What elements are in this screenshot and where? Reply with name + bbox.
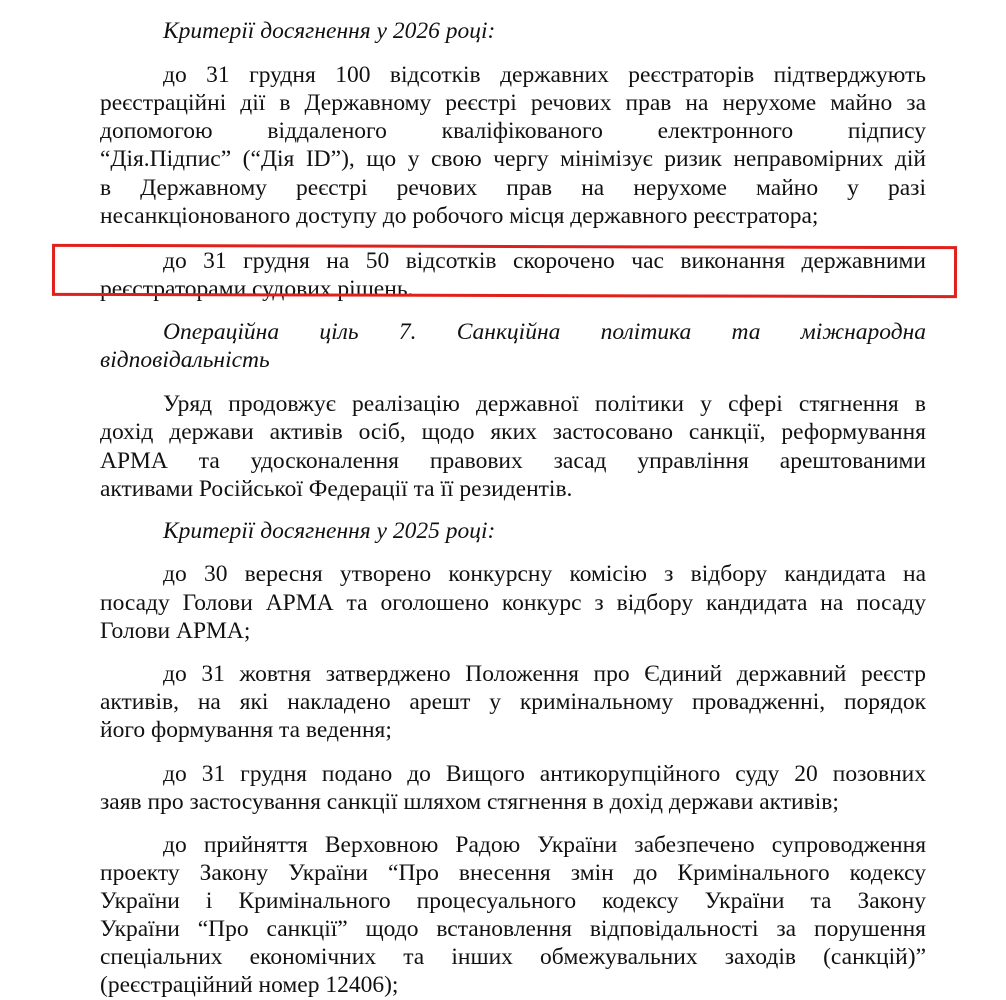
paragraph-line: несанкціонованого доступу до робочого місця державного реєстратора; [100,203,819,229]
paragraph-line: заяв про застосування санкції шляхом стягнення в дохід держави активів; [100,789,839,815]
paragraph-line: України і Кримінального процесуального кодексу України та Закону [100,888,926,914]
paragraph-line: до 31 грудня подано до Вищого антикорупційного суду 20 позовних [163,761,926,787]
criteria-2025-heading: Критерії досягнення у 2025 році: [163,518,496,544]
paragraph-line: активів, на які накладено арешт у кримінальному провадженні, порядок [100,689,926,715]
criteria-2026-heading: Критерії досягнення у 2026 році: [163,18,496,44]
paragraph-line: Уряд продовжує реалізацію державної політики у сфері стягнення в [163,391,926,417]
paragraph-line: (реєстраційний номер 12406); [100,972,399,998]
operational-goal-heading: Операційна ціль 7. Санкційна політика та міжнародна [163,319,926,345]
paragraph-line: Голови АРМА; [100,618,251,644]
paragraph-line: АРМА та удосконалення правових засад управління арештованими [100,448,926,474]
paragraph-line: активами Російської Федерації та її резидентів. [100,476,573,502]
paragraph-line: посаду Голови АРМА та оголошено конкурс з відбору кандидата на посаду [100,590,926,616]
paragraph-line: дохід держави активів осіб, щодо яких застосовано санкції, реформування [100,419,926,445]
paragraph-line: до 31 грудня 100 відсотків державних реєстраторів підтверджують [163,62,926,88]
operational-goal-heading: відповідальність [100,347,270,373]
paragraph-line: допомогою віддаленого кваліфікованого електронного підпису [100,118,926,144]
paragraph-line: “Дія.Підпис” (“Дія ID”), що у свою чергу мінімізує ризик неправомірних дій [100,146,926,172]
paragraph-line: до 30 вересня утворено конкурсну комісію з відбору кандидата на [163,561,926,587]
paragraph-line: до 31 жовтня затверджено Положення про Єдиний державний реєстр [163,661,926,687]
highlighted-paragraph-line: до 31 грудня на 50 відсотків скорочено час виконання державними [163,248,926,274]
paragraph-line: України “Про санкції” щодо встановлення відповідальності за порушення [100,916,926,942]
paragraph-line: в Державному реєстрі речових прав на нерухоме майно у разі [100,175,926,201]
highlighted-paragraph-line: реєстраторами судових рішень. [100,276,414,302]
paragraph-line: спеціальних економічних та інших обмежувальних заходів (санкцій)” [100,944,926,970]
paragraph-line: проекту Закону України “Про внесення змін до Кримінального кодексу [100,860,926,886]
paragraph-line: його формування та ведення; [100,717,392,743]
paragraph-line: реєстраційні дії в Державному реєстрі речових прав на нерухоме майно за [100,90,926,116]
paragraph-line: до прийняття Верховною Радою України забезпечено супроводження [163,832,926,858]
